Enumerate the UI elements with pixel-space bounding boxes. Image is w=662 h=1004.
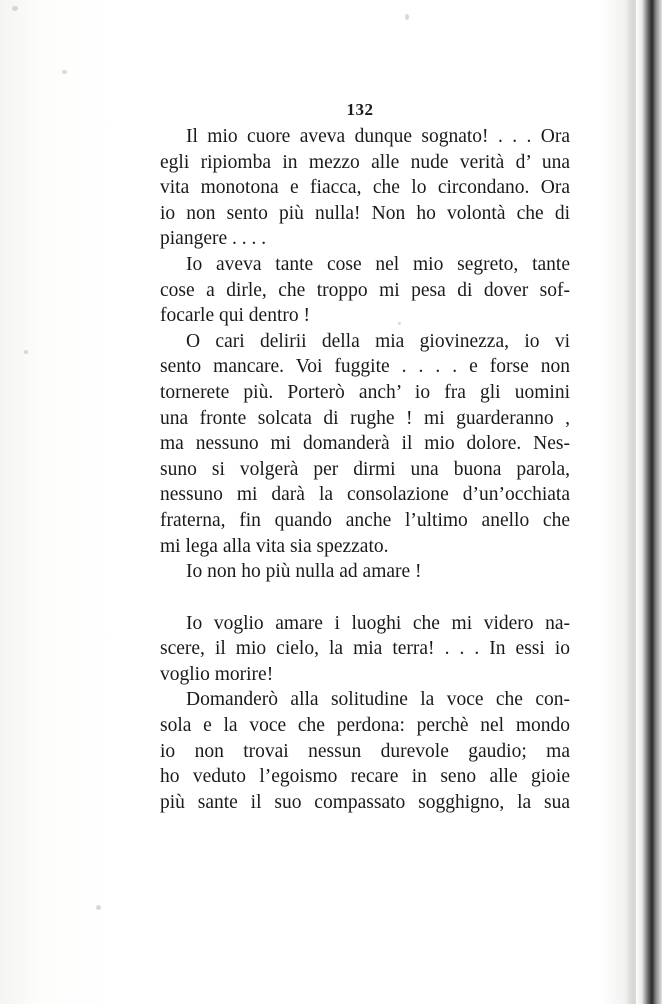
text-line: sento mancare. Voi fuggite . . . . e forse non xyxy=(160,356,570,378)
text-line: nessuno mi darà la consolazione d’un’occhiata xyxy=(160,484,570,506)
text-line: tornerete più. Porterò anch’ io fra gli uomini xyxy=(160,381,570,403)
text-line: focarle qui dentro ! xyxy=(160,305,310,327)
text-line: egli ripiomba in mezzo alle nude verità d’ una xyxy=(160,151,570,173)
text-line: Io non ho più nulla ad amare ! xyxy=(186,561,422,583)
paper-speck xyxy=(12,6,18,11)
section-gap xyxy=(160,585,570,611)
text-line: ho veduto l’egoismo recare in seno alle gioie xyxy=(160,766,570,788)
text-line: Domanderò alla solitudine la voce che con- xyxy=(186,689,570,711)
text-line: suno si volgerà per dirmi una buona parola, xyxy=(160,458,570,480)
page-number: 132 xyxy=(346,100,374,119)
paragraph xyxy=(160,252,570,329)
text-line: una fronte solcata di rughe ! mi guarderanno , xyxy=(160,407,570,429)
text-line: scere, il mio cielo, la mia terra! . . . In essi io xyxy=(160,638,570,660)
paragraph xyxy=(160,611,570,688)
text-line: piangere . . . . xyxy=(160,228,267,250)
paragraph xyxy=(160,559,570,585)
paper-speck xyxy=(96,905,101,910)
text-line: voglio morire! xyxy=(160,663,274,685)
text-line: mi lega alla vita sia spezzato. xyxy=(160,535,389,557)
text-line: Il mio cuore aveva dunque sognato! . . . Ora xyxy=(186,126,570,147)
text-line: vita monotona e fiacca, che lo circondano. Ora xyxy=(160,177,570,199)
text-line: fraterna, fin quando anche l’ultimo anello che xyxy=(160,509,570,531)
text-line: Io voglio amare i luoghi che mi videro na- xyxy=(186,612,570,634)
paper-speck xyxy=(62,70,67,74)
text-line: sola e la voce che perdona: perchè nel mondo xyxy=(160,715,570,737)
text-line: Io aveva tante cose nel mio segreto, tante xyxy=(186,253,570,275)
paragraph xyxy=(160,124,570,252)
text-line: ma nessuno mi domanderà il mio dolore. Nes- xyxy=(160,433,570,455)
paper-speck xyxy=(24,350,28,354)
page-binding-edge xyxy=(636,0,662,1004)
paragraph xyxy=(160,687,570,815)
body-text xyxy=(160,124,570,815)
paper-speck xyxy=(405,14,409,20)
paragraph xyxy=(160,329,570,559)
text-line: cose a dirle, che troppo mi pesa di dover sof- xyxy=(160,279,570,301)
text-line: io non sento più nulla! Non ho volontà che di xyxy=(160,202,570,224)
text-line: O cari delirii della mia giovinezza, io vi xyxy=(186,330,570,352)
text-line: più sante il suo compassato sogghigno, la sua xyxy=(160,791,570,813)
text-line: io non trovai nessun durevole gaudio; ma xyxy=(160,740,570,762)
